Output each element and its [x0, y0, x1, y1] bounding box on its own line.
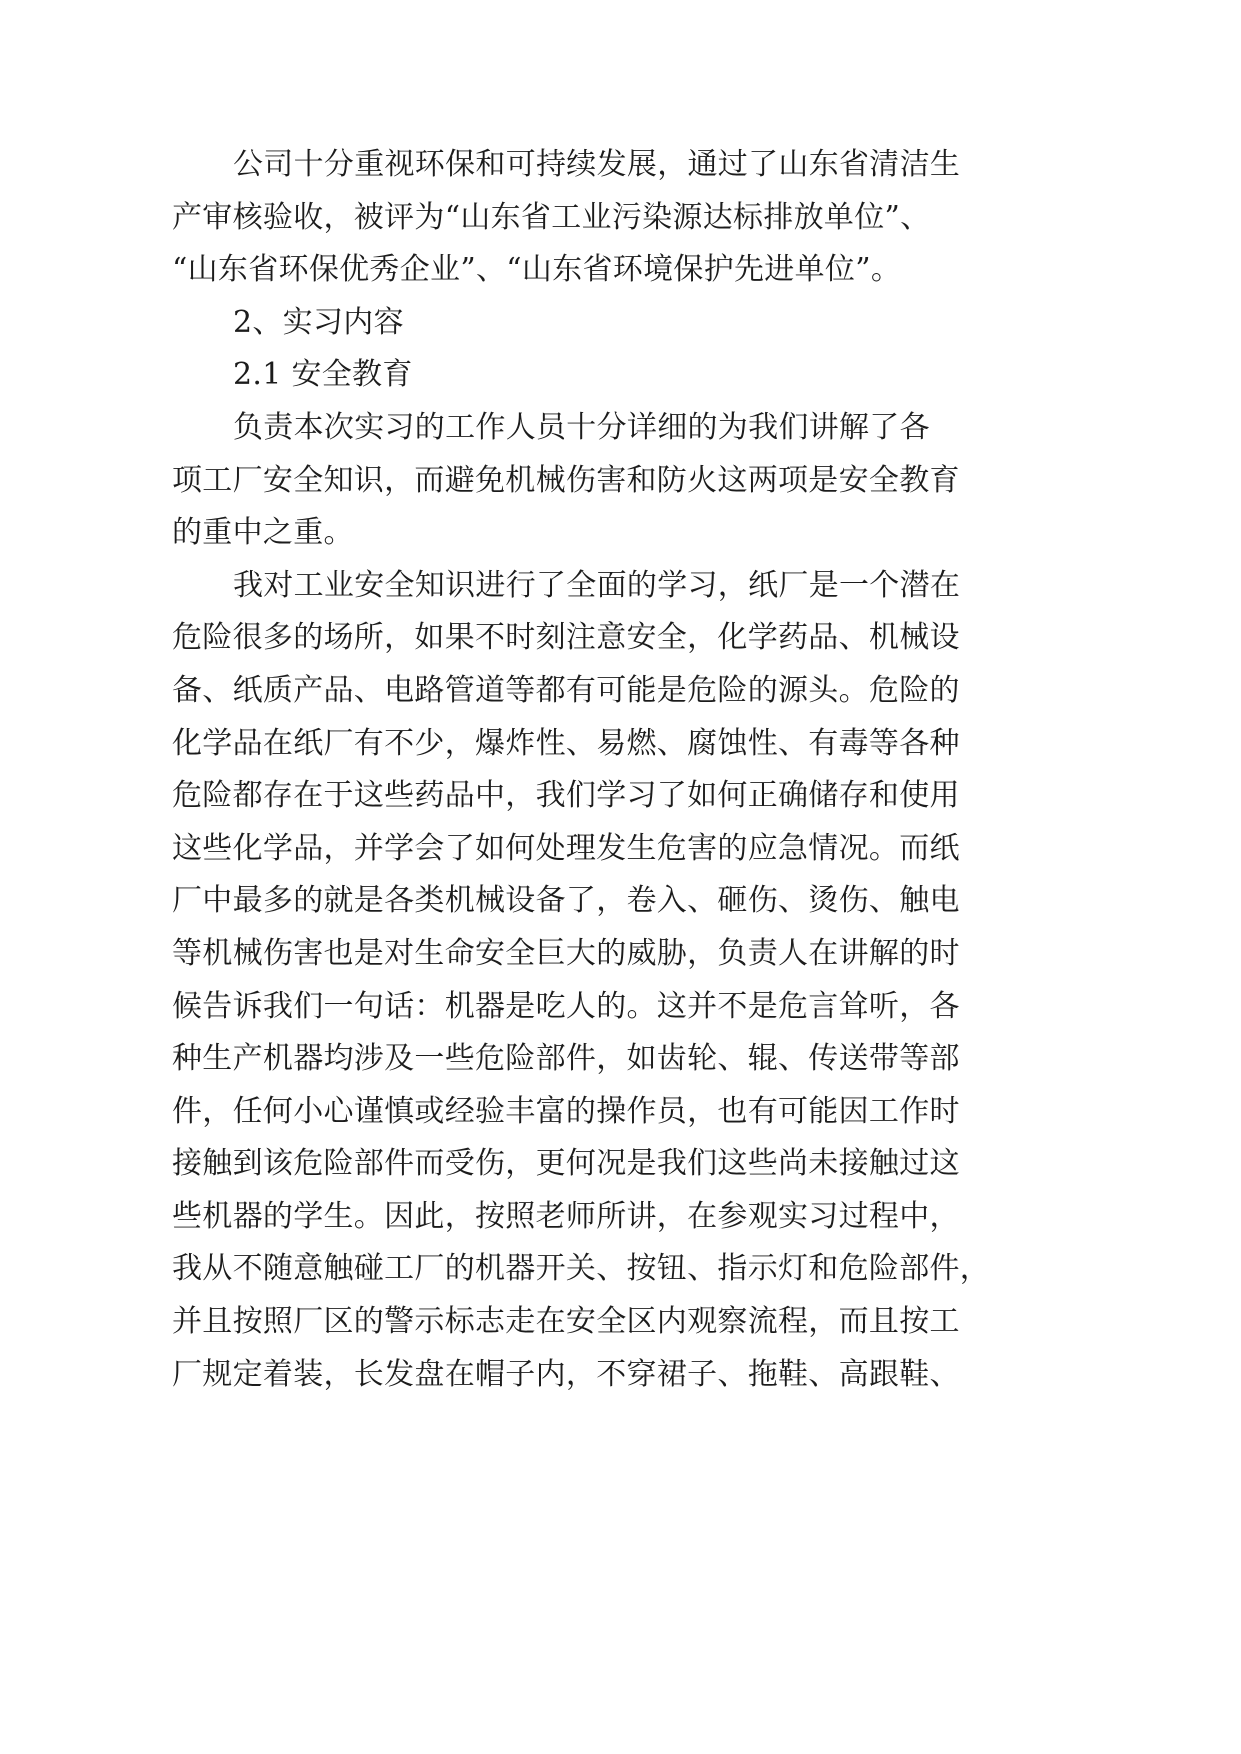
text-line: 等机械伤害也是对生命安全巨大的威胁，负责人在讲解的时 — [172, 935, 960, 971]
text-line: 备、纸质产品、电路管道等都有可能是危险的源头。危险的 — [172, 672, 960, 708]
company-intro-paragraph — [172, 139, 962, 297]
text-line: 我从不随意触碰工厂的机器开关、按钮、指示灯和危险部件， — [172, 1251, 991, 1287]
text-line: “山东省环保优秀企业”、“山东省环境保护先进单位”。 — [172, 252, 902, 288]
safety-knowledge-paragraph — [172, 560, 991, 1402]
subsection-heading-text: 2.1 安全教育 — [233, 357, 413, 393]
section-heading-text: 2、实习内容 — [233, 304, 404, 340]
section-heading — [172, 297, 962, 350]
text-line: 负责本次实习的工作人员十分详细的为我们讲解了各 — [233, 409, 930, 445]
text-line: 我对工业安全知识进行了全面的学习，纸厂是一个潜在 — [233, 567, 961, 603]
text-line: 厂中最多的就是各类机械设备了，卷入、砸伤、烫伤、触电 — [172, 883, 960, 919]
text-line: 厂规定着装，长发盘在帽子内，不穿裙子、拖鞋、高跟鞋、 — [172, 1356, 960, 1392]
text-line: 候告诉我们一句话：机器是吃人的。这并不是危言耸听，各 — [172, 988, 960, 1024]
text-line: 的重中之重。 — [172, 515, 354, 551]
text-line: 些机器的学生。因此，按照老师所讲，在参观实习过程中， — [172, 1198, 960, 1234]
text-line: 产审核验收，被评为“山东省工业污染源达标排放单位”、 — [172, 199, 931, 235]
text-line: 公司十分重视环保和可持续发展，通过了山东省清洁生 — [233, 147, 961, 182]
text-line: 危险都存在于这些药品中，我们学习了如何正确储存和使用 — [172, 778, 960, 814]
text-line: 化学品在纸厂有不少，爆炸性、易燃、腐蚀性、有毒等各种 — [172, 725, 960, 761]
text-line: 危险很多的场所，如果不时刻注意安全，化学药品、机械设 — [172, 620, 960, 656]
text-line: 接触到该危险部件而受伤，更何况是我们这些尚未接触过这 — [172, 1146, 960, 1182]
subsection-heading — [172, 349, 962, 402]
text-line: 种生产机器均涉及一些危险部件，如齿轮、辊、传送带等部 — [172, 1041, 960, 1077]
text-line: 项工厂安全知识，而避免机械伤害和防火这两项是安全教育 — [172, 462, 960, 498]
text-line: 件，任何小心谨慎或经验丰富的操作员，也有可能因工作时 — [172, 1093, 960, 1129]
text-line: 并且按照厂区的警示标志走在安全区内观察流程，而且按工 — [172, 1304, 960, 1340]
safety-education-paragraph — [172, 402, 962, 560]
document-body — [172, 139, 991, 1401]
text-line: 这些化学品，并学会了如何处理发生危害的应急情况。而纸 — [172, 830, 960, 866]
